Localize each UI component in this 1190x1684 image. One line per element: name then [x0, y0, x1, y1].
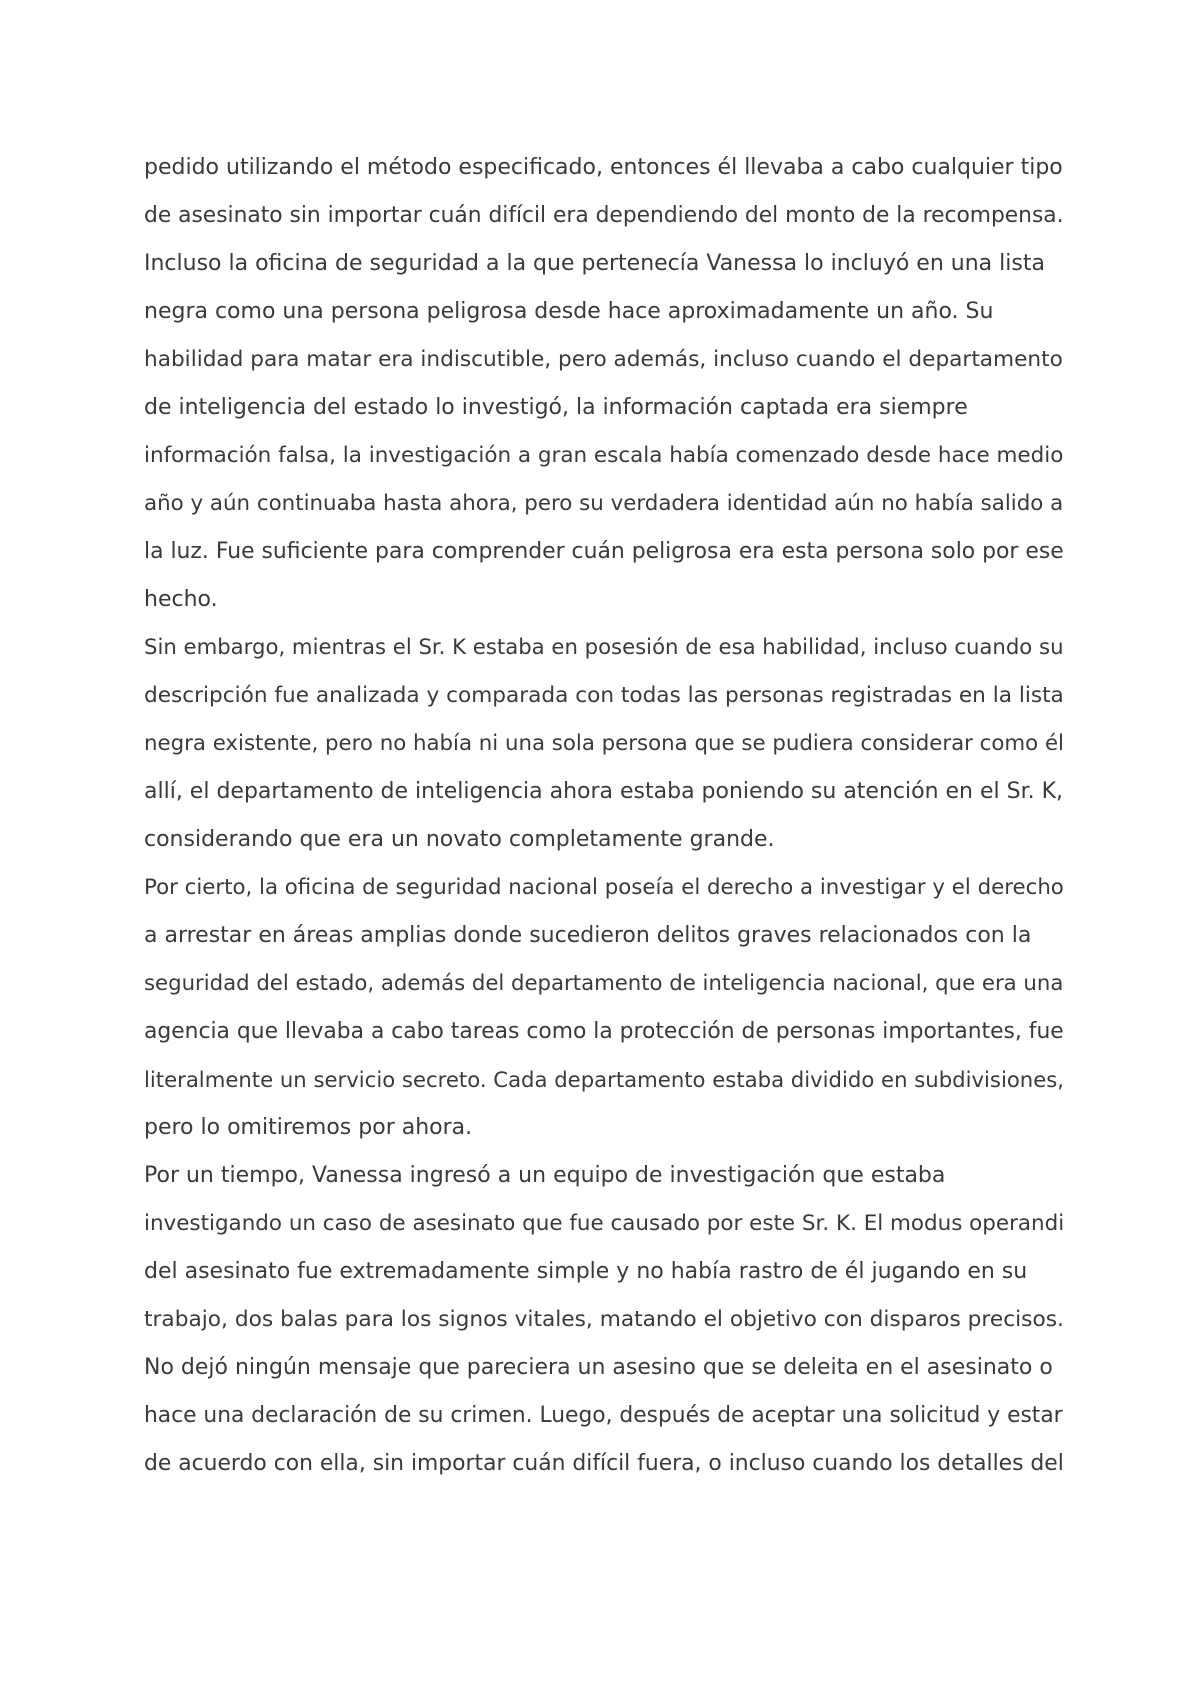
text-line: hecho.: [144, 587, 218, 612]
text-line: seguridad del estado, además del departamento de inteligencia nacional, que era una: [144, 971, 1064, 996]
text-line: Por cierto, la oficina de seguridad nacional poseía el derecho a investigar y el derecho: [144, 875, 1064, 900]
body-text: [144, 144, 1064, 1488]
text-line: año y aún continuaba hasta ahora, pero su verdadera identidad aún no había salido a: [144, 491, 1064, 516]
text-line: pero lo omitiremos por ahora.: [144, 1115, 473, 1140]
text-line: Sin embargo, mientras el Sr. K estaba en posesión de esa habilidad, incluso cuando su: [144, 635, 1064, 660]
text-line: de asesinato sin importar cuán difícil era dependiendo del monto de la recompensa.: [144, 203, 1064, 228]
text-line: de inteligencia del estado lo investigó, la información captada era siempre: [144, 395, 968, 420]
text-line: negra como una persona peligrosa desde hace aproximadamente un año. Su: [144, 299, 994, 324]
text-line: agencia que llevaba a cabo tareas como la protección de personas importantes, fue: [144, 1019, 1064, 1044]
text-line: información falsa, la investigación a gran escala había comenzado desde hace medio: [144, 443, 1064, 468]
text-line: la luz. Fue suficiente para comprender cuán peligrosa era esta persona solo por ese: [144, 539, 1064, 564]
text-line: literalmente un servicio secreto. Cada departamento estaba dividido en subdivisiones,: [144, 1067, 1065, 1092]
text-line: considerando que era un novato completamente grande.: [144, 827, 775, 852]
text-line: del asesinato fue extremadamente simple y no había rastro de él jugando en su: [144, 1259, 1028, 1284]
text-line: hace una declaración de su crimen. Luego, después de aceptar una solicitud y estar: [144, 1403, 1063, 1428]
text-line: Por un tiempo, Vanessa ingresó a un equipo de investigación que estaba: [144, 1163, 946, 1188]
text-line: descripción fue analizada y comparada con todas las personas registradas en la lista: [144, 683, 1064, 708]
text-line: a arrestar en áreas amplias donde sucedieron delitos graves relacionados con la: [144, 923, 1032, 948]
text-line: No dejó ningún mensaje que pareciera un asesino que se deleita en el asesinato o: [144, 1355, 1053, 1380]
text-line: negra existente, pero no había ni una sola persona que se pudiera considerar como él: [144, 731, 1064, 756]
text-line: habilidad para matar era indiscutible, pero además, incluso cuando el departamento: [144, 347, 1063, 372]
text-line: de acuerdo con ella, sin importar cuán difícil fuera, o incluso cuando los detalles del: [144, 1451, 1064, 1476]
text-line: Incluso la oficina de seguridad a la que pertenecía Vanessa lo incluyó en una lista: [144, 251, 1045, 276]
text-line: trabajo, dos balas para los signos vitales, matando el objetivo con disparos precisos.: [144, 1307, 1064, 1332]
text-line: pedido utilizando el método especificado, entonces él llevaba a cabo cualquier tipo: [144, 155, 1063, 180]
text-line: allí, el departamento de inteligencia ahora estaba poniendo su atención en el Sr. K,: [144, 779, 1064, 804]
text-line: investigando un caso de asesinato que fue causado por este Sr. K. El modus operandi: [144, 1211, 1065, 1236]
